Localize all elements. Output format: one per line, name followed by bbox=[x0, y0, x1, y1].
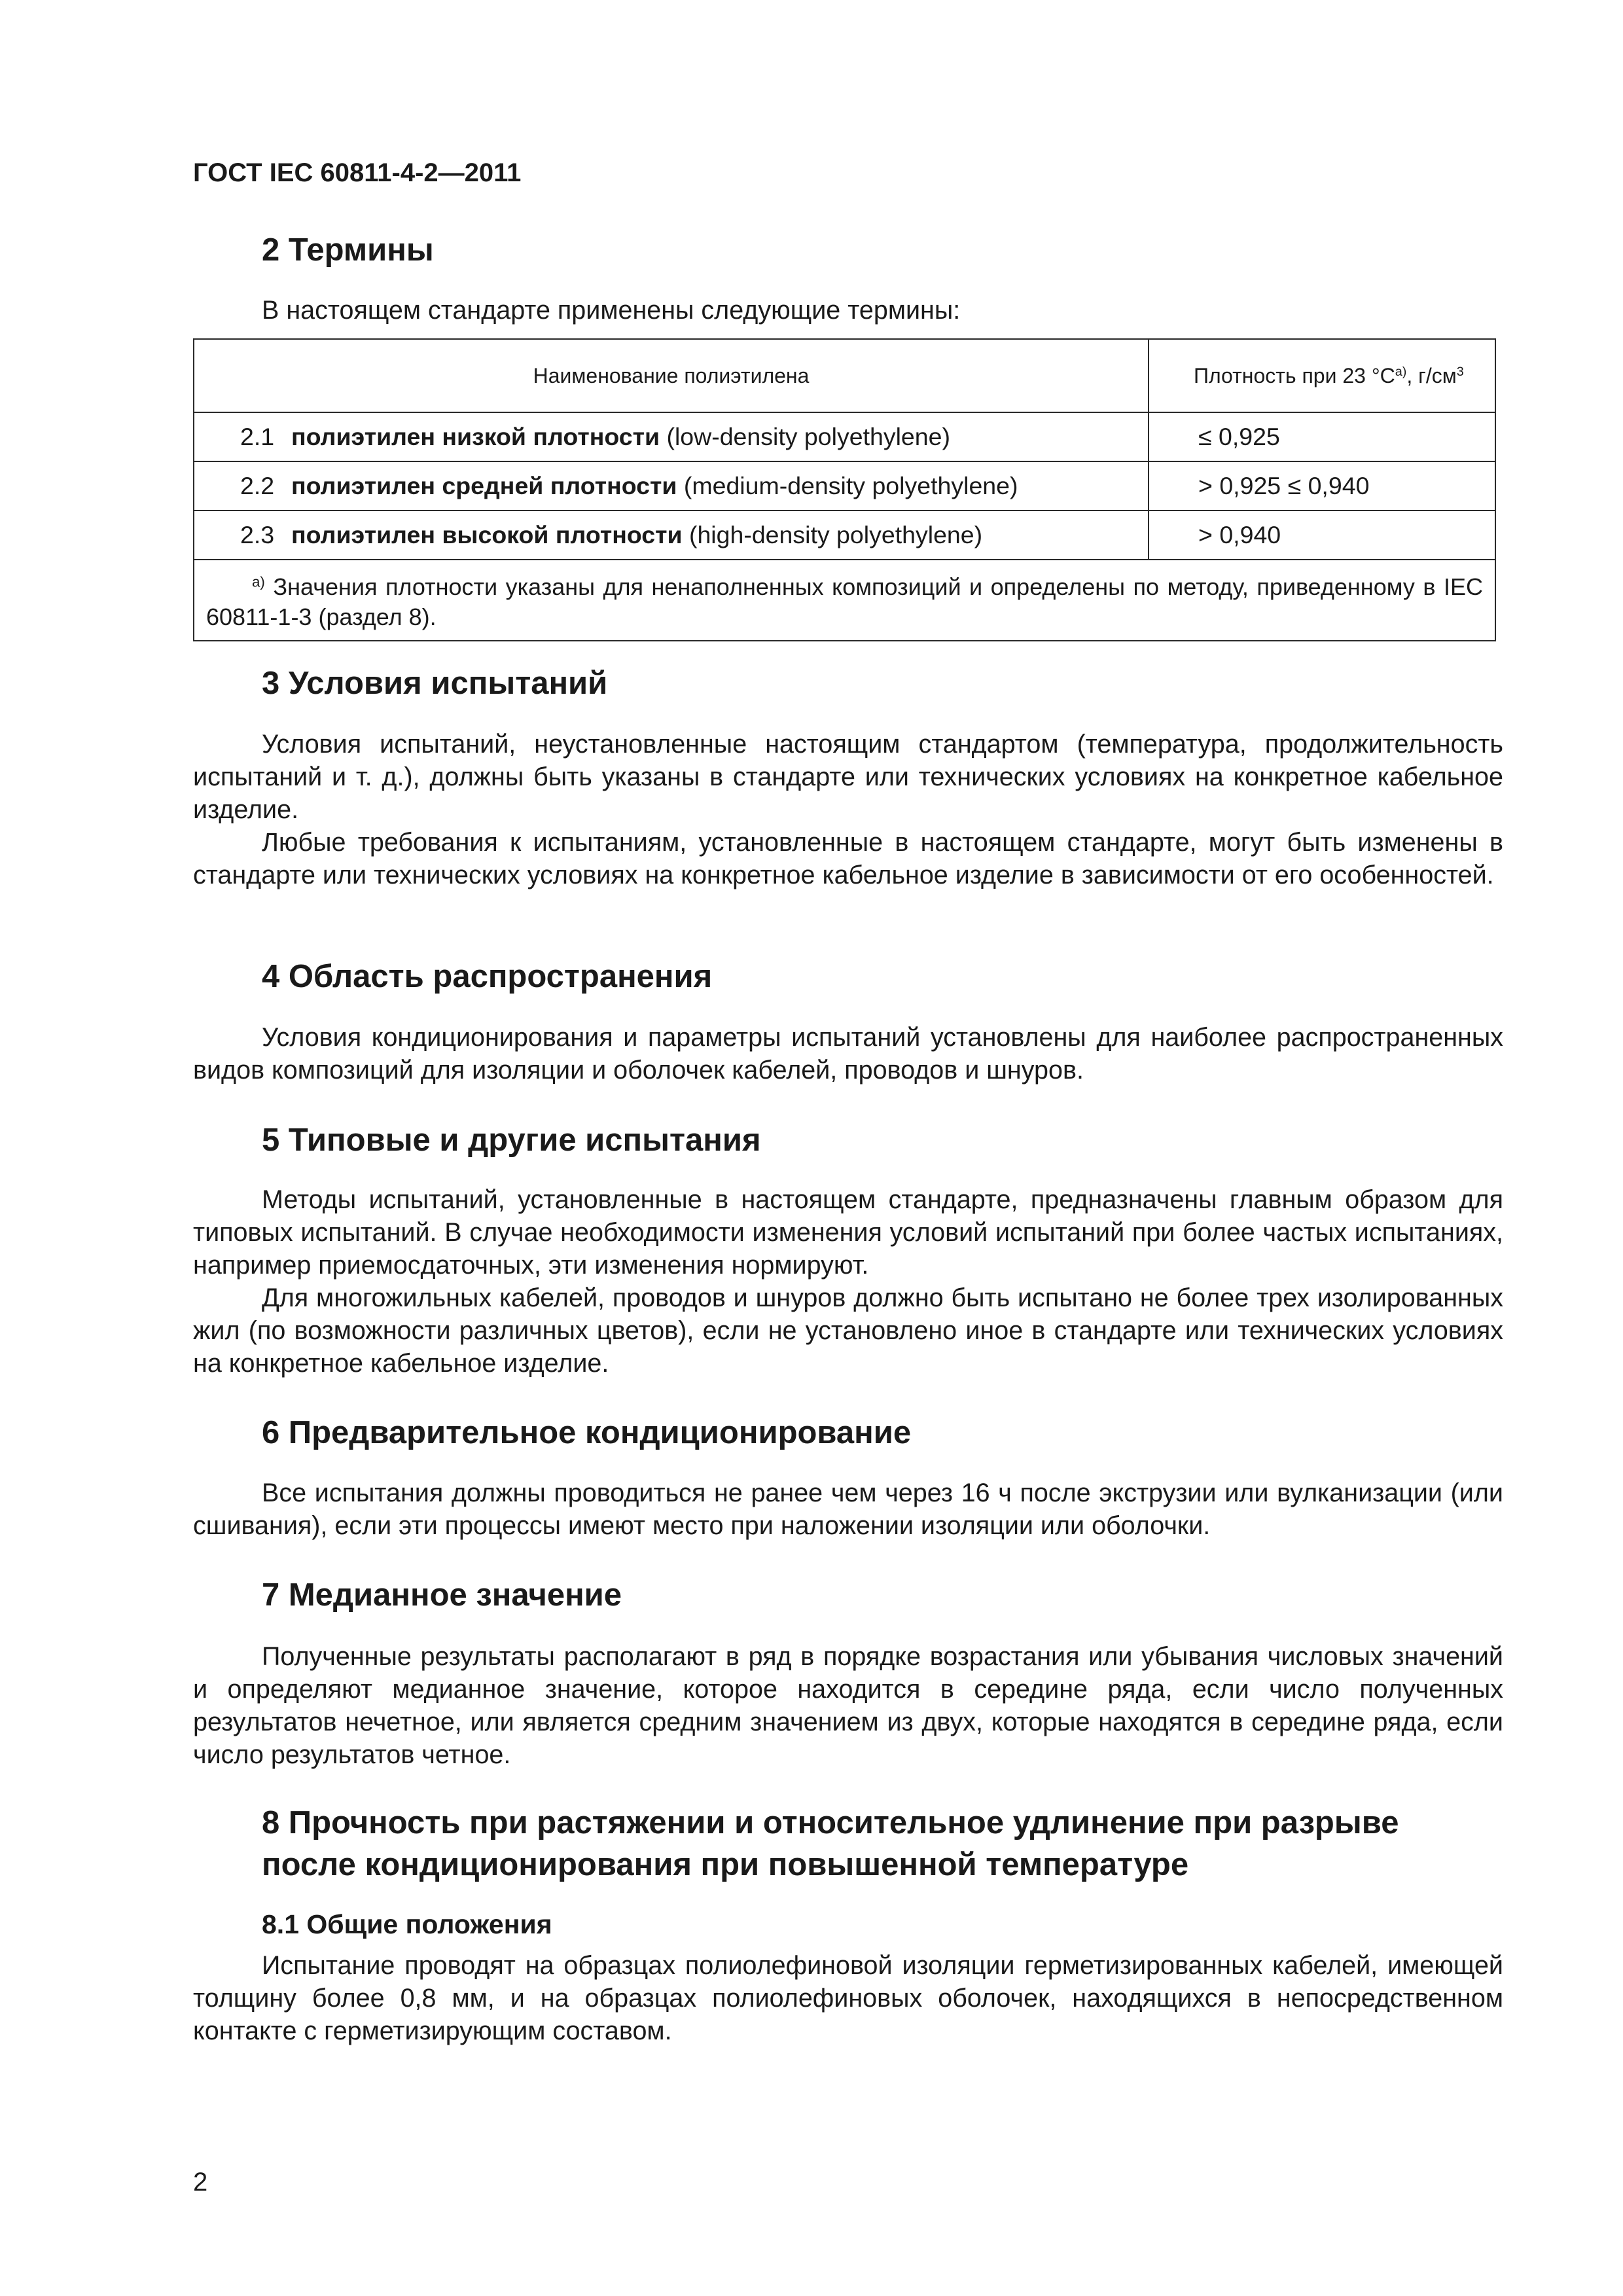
column-header-name: Наименование полиэтилена bbox=[194, 339, 1149, 412]
section-8-title-line-2: после кондиционирования при повышенной температуре bbox=[262, 1847, 1189, 1882]
term-cell bbox=[194, 461, 1149, 511]
term-number: 2.1 bbox=[240, 423, 275, 450]
section-6-paragraph-1: Все испытания должны проводиться не ранее чем через 16 ч после экструзии или вулканизации (или сшивания), если эти процессы имеют место при наложении изоляции или оболочки. bbox=[193, 1479, 1503, 1540]
term-english: (medium-density polyethylene) bbox=[677, 472, 1018, 499]
density-cell: > 0,925 ≤ 0,940 bbox=[1149, 461, 1495, 511]
footnote-text: Значения плотности указаны для ненаполненных композиций и определены по методу, приведенному в IEC 60811-1-3 (раздел 8). bbox=[206, 573, 1483, 630]
table-row bbox=[194, 412, 1495, 461]
term-cell bbox=[194, 412, 1149, 461]
section-7-title: 7 Медианное значение bbox=[262, 1577, 622, 1613]
section-6-title: 6 Предварительное кондиционирование bbox=[262, 1415, 912, 1450]
section-4-title: 4 Область распространения bbox=[262, 959, 713, 994]
subsection-8-1-title: 8.1 Общие положения bbox=[262, 1909, 552, 1939]
density-header-text: Плотность при 23 °С bbox=[1194, 363, 1395, 387]
terms-table bbox=[193, 338, 1496, 641]
table-row bbox=[194, 461, 1495, 511]
section-3-paragraph-1: Условия испытаний, неустановленные настоящим стандартом (температура, продолжительность испытаний и т. д.), должны быть указаны в стандарте или технических условиях на конкретное кабельное изделие. bbox=[193, 730, 1503, 824]
section-2-intro: В настоящем стандарте применены следующие термины: bbox=[262, 296, 961, 325]
term-english: (low-density polyethylene) bbox=[660, 423, 950, 450]
section-4-paragraph-1: Условия кондиционирования и параметры испытаний установлены для наиболее распространенных видов композиций для изоляции и оболочек кабелей, проводов и шнуров. bbox=[193, 1023, 1503, 1085]
density-header-footnote-mark: а) bbox=[1395, 364, 1407, 379]
section-8-title-line-1: 8 Прочность при растяжении и относительное удлинение при разрыве bbox=[262, 1805, 1399, 1840]
table-footnote-row bbox=[194, 560, 1495, 641]
density-header-unit: , г/см bbox=[1406, 363, 1457, 387]
section-3-paragraph-2: Любые требования к испытаниям, установленные в настоящем стандарте, могут быть изменены в стандарте или технических условиях на конкретное кабельное изделие в зависимости от его особенностей. bbox=[193, 828, 1503, 889]
section-8-1-paragraph-1: Испытание проводят на образцах полиолефиновой изоляции герметизированных кабелей, имеющей толщину более 0,8 мм, и на образцах полиолефиновых оболочек, находящихся в непосредственном контакте с герметизирующим составом. bbox=[193, 1951, 1503, 2045]
term-english: (high-density polyethylene) bbox=[682, 521, 983, 548]
section-5-paragraph-1: Методы испытаний, установленные в настоящем стандарте, предназначены главным образом для типовых испытаний. В случае необходимости изменения условий испытаний при более частых испытаниях, например приемосдаточных, эти изменения нормируют. bbox=[193, 1185, 1503, 1280]
table-header-row bbox=[194, 339, 1495, 412]
density-cell: > 0,940 bbox=[1149, 511, 1495, 560]
column-header-density bbox=[1149, 339, 1495, 412]
term-name: полиэтилен низкой плотности bbox=[291, 423, 660, 450]
term-number: 2.2 bbox=[240, 472, 275, 499]
term-name: полиэтилен высокой плотности bbox=[291, 521, 683, 548]
table-footnote bbox=[194, 560, 1495, 641]
density-cell: ≤ 0,925 bbox=[1149, 412, 1495, 461]
term-cell bbox=[194, 511, 1149, 560]
section-7-paragraph-1: Полученные результаты располагают в ряд в порядке возрастания или убывания числовых значений и определяют медианное значение, которое находится в середине ряда, если число полученных результатов нечетное, или является средним значением из двух, которые находятся в середине ряда, если число результатов четное. bbox=[193, 1642, 1503, 1769]
footnote-mark: а) bbox=[252, 573, 265, 590]
section-2-title: 2 Термины bbox=[262, 232, 434, 268]
page-number: 2 bbox=[193, 2168, 208, 2197]
section-5-paragraph-2: Для многожильных кабелей, проводов и шнуров должно быть испытано не более трех изолированных жил (по возможности различных цветов), если не установлено иное в стандарте или технических условиях на конкретное кабельное изделие. bbox=[193, 1283, 1503, 1378]
standard-header: ГОСТ IEC 60811-4-2—2011 bbox=[193, 158, 522, 187]
term-number: 2.3 bbox=[240, 521, 275, 548]
section-3-title: 3 Условия испытаний bbox=[262, 666, 608, 701]
term-name: полиэтилен средней плотности bbox=[291, 472, 677, 499]
density-header-unit-power: 3 bbox=[1456, 364, 1464, 379]
section-5-title: 5 Типовые и другие испытания bbox=[262, 1122, 761, 1158]
table-row bbox=[194, 511, 1495, 560]
